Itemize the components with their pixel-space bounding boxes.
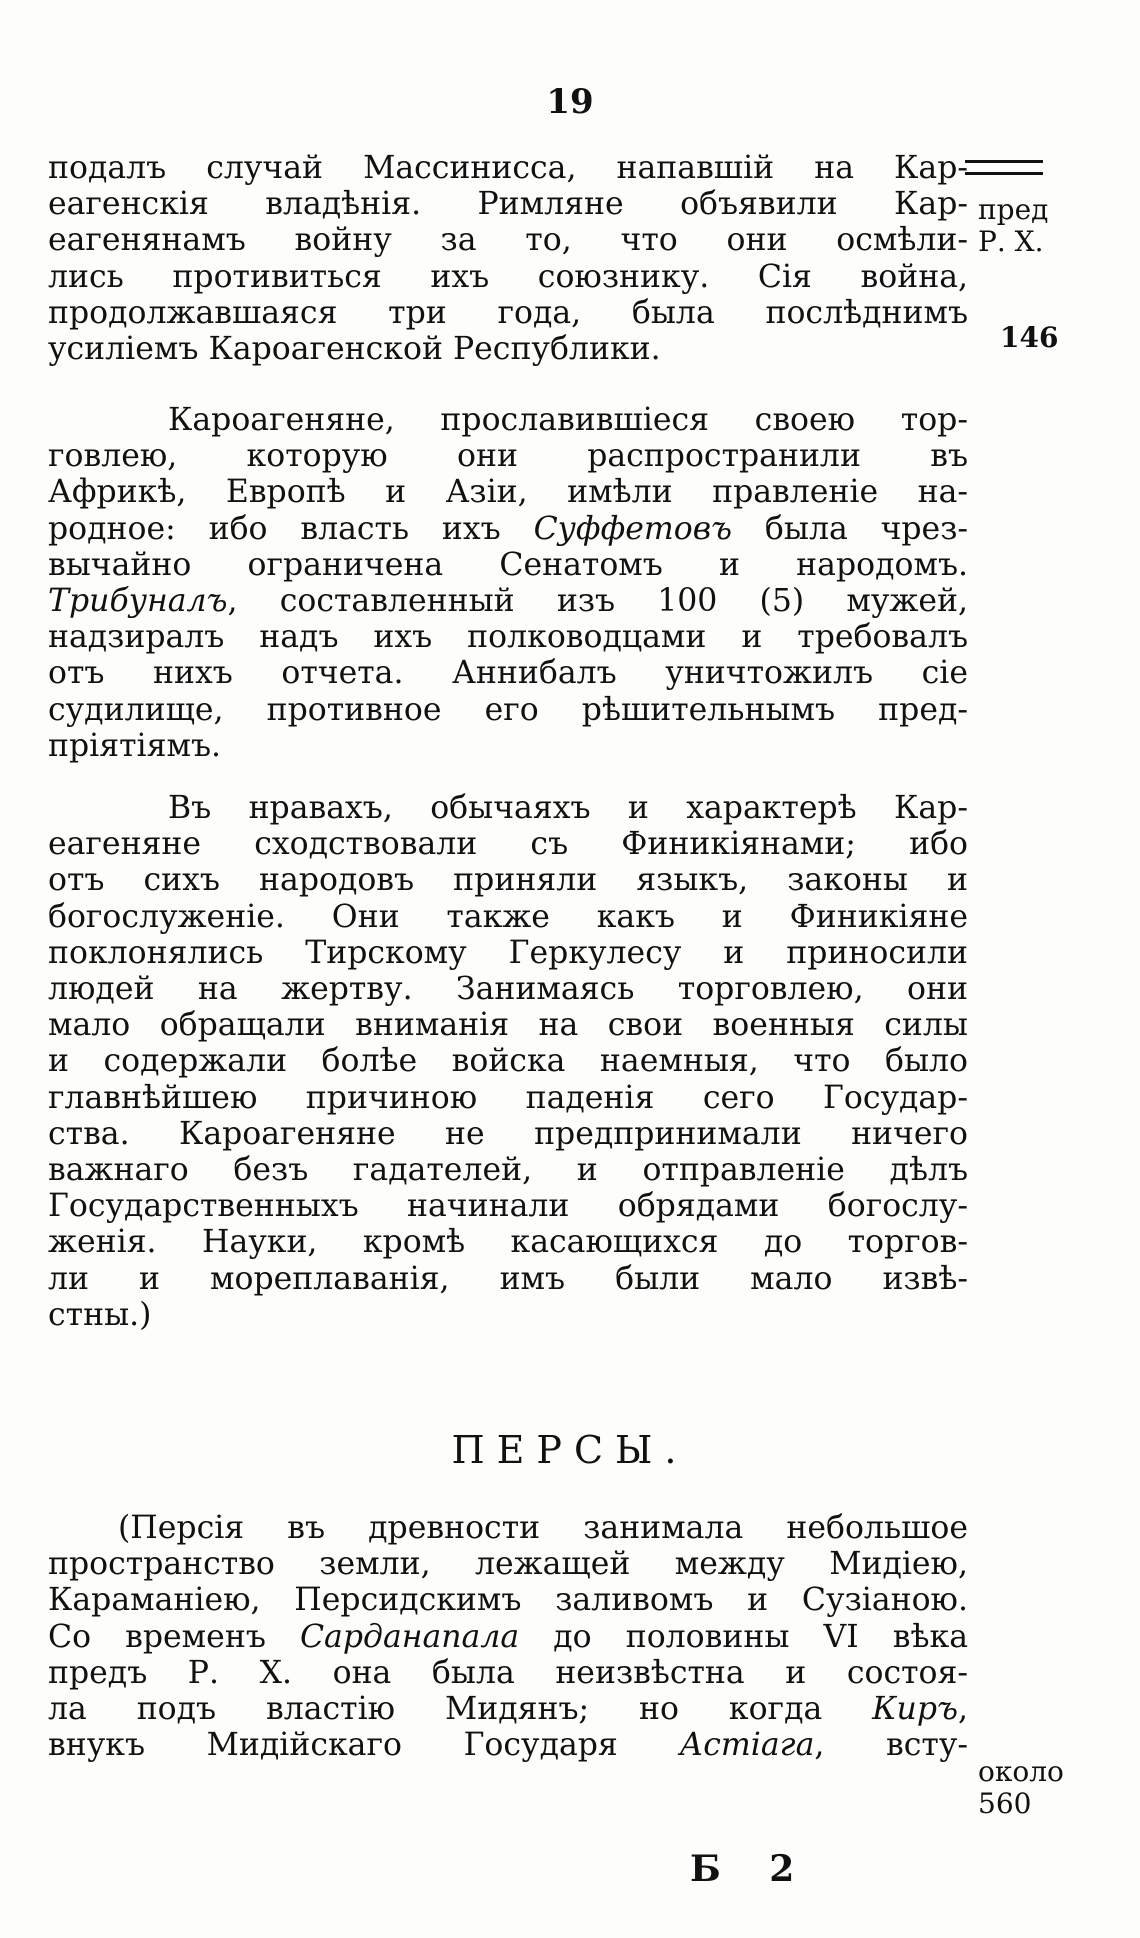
text-line: женія. Науки, кромѣ касающихся до торгов- [48, 1224, 968, 1261]
text-line: усиліемъ Кароагенской Республики. [48, 331, 661, 368]
margin-note-bottom [978, 1756, 1064, 1820]
text-line: еагенскія владѣнія. Римляне объявили Кар- [48, 186, 968, 223]
margin-note-line: около [978, 1755, 1064, 1788]
text-line [48, 1691, 968, 1727]
text-line [48, 1727, 968, 1763]
margin-rule [965, 160, 1043, 175]
text-line: Караманіею, Персидскимъ заливомъ и Сузіаною. [48, 1582, 968, 1619]
text-line: мало обращали вниманія на свои военныя силы [48, 1007, 968, 1044]
italic-term: Киръ [872, 1691, 958, 1728]
text-line: людей на жертву. Занимаясь торговлею, они [48, 971, 968, 1008]
text-line: отъ нихъ отчета. Аннибалъ уничтожилъ сіе [48, 655, 968, 692]
margin-note-line: пред [978, 193, 1049, 226]
text-run: , всту- [814, 1727, 968, 1764]
text-line: еагеняне сходствовали съ Финикіянами; ибо [48, 826, 968, 863]
margin-note-line: Р. Х. [978, 225, 1044, 258]
text-line: еагенянамъ войну за то, что они осмѣли- [48, 222, 968, 259]
text-line: лись противиться ихъ союзнику. Сія война, [48, 258, 968, 295]
text-run: , [957, 1691, 968, 1728]
text-line: Государственныхъ начинали обрядами богослу- [48, 1188, 968, 1225]
text-line: главнѣйшею причиною паденія сего Государ- [48, 1079, 968, 1116]
italic-term: Суффетовъ [533, 510, 733, 547]
text-line: судилище, противное его рѣшительнымъ пред- [48, 691, 968, 728]
text-line: богослуженіе. Они также какъ и Финикіяне [48, 898, 968, 935]
paragraph-1 [48, 150, 968, 367]
text-run: родное: ибо власть ихъ [48, 510, 501, 547]
text-line: пріятіямъ. [48, 727, 222, 764]
text-line: важнаго безъ гадателей, и отправленіе дѣлъ [48, 1152, 968, 1189]
text-line: (Персія въ древности занимала небольшое [118, 1510, 968, 1546]
text-line [48, 583, 968, 619]
text-line: стны.) [48, 1296, 152, 1333]
text-line: продолжавшаяся три года, была послѣднимъ [48, 294, 968, 331]
paragraph-2 [48, 402, 968, 764]
text-line: подалъ случай Массинисса, напавшій на Кар- [48, 150, 968, 186]
text-line [48, 511, 968, 547]
margin-year: 146 [1000, 321, 1059, 354]
text-run: внукъ Мидійскаго Государя [48, 1727, 618, 1764]
text-line [48, 1619, 968, 1655]
text-run: ла подъ властію Мидянъ; но когда [48, 1691, 823, 1728]
section-heading: ПЕРСЫ. [451, 1428, 689, 1472]
text-run: , составленный изъ 100 (5) мужей, [227, 583, 968, 620]
text-line: Кароагеняне, прославившіеся своею тор- [168, 402, 968, 438]
text-line: и содержали болѣе войска наемныя, что было [48, 1043, 968, 1080]
paragraph-3 [48, 790, 968, 1333]
text-line: пространство земли, лежащей между Мидіею, [48, 1546, 968, 1583]
paragraph-4 [48, 1510, 968, 1763]
text-run: была чрез- [764, 510, 969, 547]
text-line: надзиралъ надъ ихъ полководцами и требовалъ [48, 619, 968, 656]
page-number: 19 [546, 82, 594, 122]
text-line: говлею, которую они распространили въ [48, 438, 968, 475]
text-line: Въ нравахъ, обычаяхъ и характерѣ Кар- [168, 790, 968, 826]
italic-term: Трибуналъ [48, 583, 228, 620]
italic-term: Сарданапала [299, 1618, 520, 1655]
text-line: ства. Кароагеняне не предпринимали ничего [48, 1115, 968, 1152]
text-run: Со временъ [48, 1618, 266, 1655]
text-line: Африкѣ, Европѣ и Азіи, имѣли правленіе на- [48, 474, 968, 511]
signature-mark: Б 2 [690, 1848, 813, 1890]
text-line: предъ Р. Х. она была неизвѣстна и состоя- [48, 1654, 968, 1691]
italic-term: Астіага [679, 1727, 815, 1764]
text-line: ли и мореплаванія, имъ были мало извѣ- [48, 1260, 968, 1297]
margin-note-line: 560 [978, 1787, 1032, 1820]
text-run: до половины VI вѣка [553, 1618, 968, 1655]
text-line: поклонялись Тирскому Геркулесу и приносили [48, 934, 968, 971]
margin-note-top [978, 194, 1048, 258]
text-line: вычайно ограничена Сенатомъ и народомъ. [48, 546, 968, 583]
text-line: отъ сихъ народовъ приняли языкъ, законы и [48, 862, 968, 899]
